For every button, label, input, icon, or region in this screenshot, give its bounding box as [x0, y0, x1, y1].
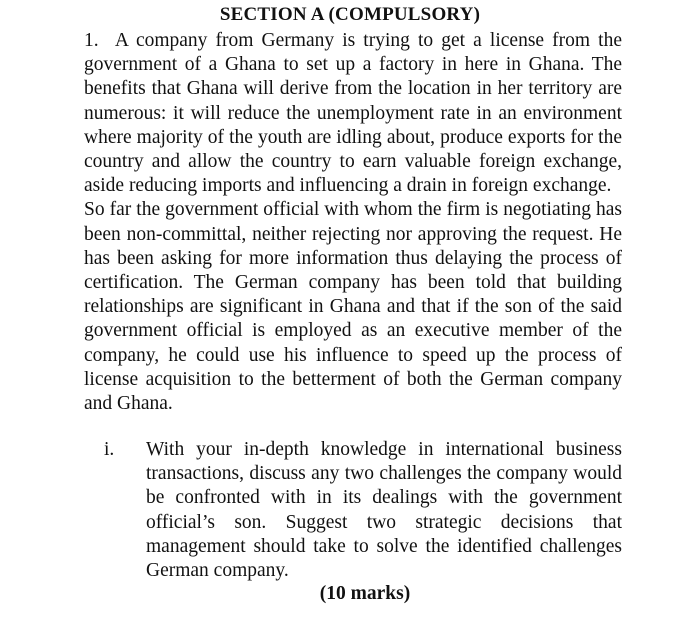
question-1 — [84, 29, 622, 416]
question-paragraph-2: So far the government official with whom the firm is negotiating has been non-committal, neither rejecting nor approving the request. He has been asking for more information thus delaying the process of certification. The German company has been told that building relationships are significant in Ghana and that if the son of the said government official is employed as an executive member of the company, he could use his influence to speed up the process of license acquisition to the betterment of both the German company and Ghana. — [84, 199, 622, 415]
question-paragraph-1 — [84, 29, 622, 198]
marks-allocation: (10 marks) — [319, 583, 411, 604]
sub-question-label: i. — [104, 439, 115, 460]
sub-question-text: With your in-depth knowledge in international business transactions, discuss any two challenges the company would be confronted with in its dealings with the government official’s son. Suggest two strategic decisions that management should take to solve the identified challenges German company. — [146, 439, 622, 582]
question-paragraph-1-text: A company from Germany is trying to get a license from the government of a Ghana to set up a factory in here in Ghana. The benefits that Ghana will derive from the location in her territory are numerous: it will reduce the unemployment rate in an environment where majority of the youth are idling about, produce exports for the country and allow the country to earn valuable foreign exchange, aside reducing imports and influencing a drain in foreign exchange. — [84, 30, 623, 197]
section-title: SECTION A (COMPULSORY) — [219, 4, 481, 25]
question-number: 1. — [84, 30, 99, 51]
sub-question-i — [104, 438, 622, 583]
